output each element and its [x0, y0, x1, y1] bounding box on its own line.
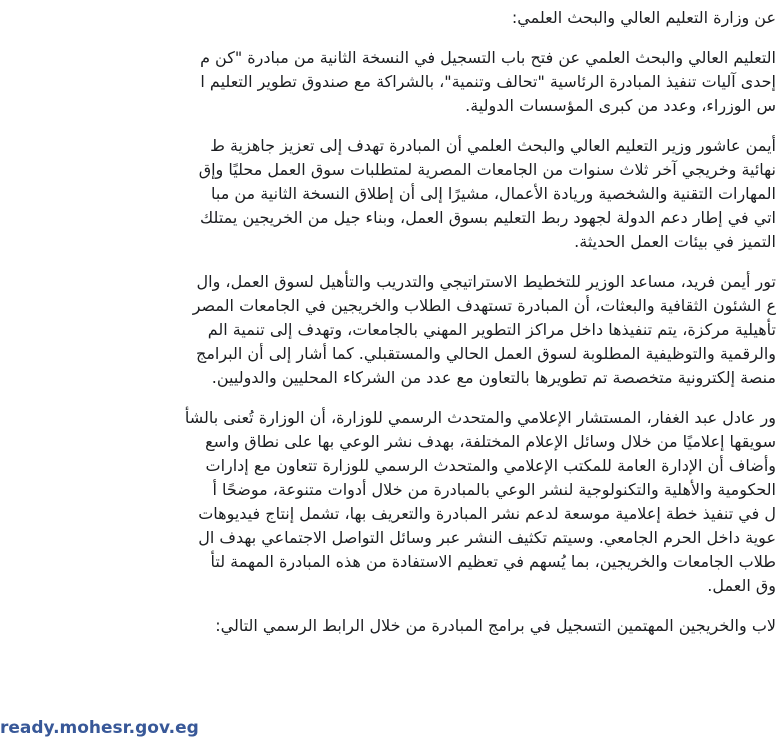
paragraph-line: تور أيمن فريد، مساعد الوزير للتخطيط الاستراتيجي والتدريب والتأهيل لسوق العمل، وال [196, 272, 776, 291]
post-body [0, 6, 776, 654]
paragraph-line: التميز في بيئات العمل الحديثة. [574, 232, 776, 251]
closing-line: لاب والخريجين المهتمين التسجيل في برامج المبادرة من خلال الرابط الرسمي التالي: [215, 616, 776, 635]
paragraph-assistant [0, 270, 776, 390]
paragraph-line: أيمن عاشور وزير التعليم العالي والبحث العلمي أن المبادرة تهدف إلى تعزيز جاهزية ط [210, 136, 776, 155]
post-intro [0, 6, 776, 30]
paragraph-line: والرقمية والتوظيفية المطلوبة لسوق العمل الحالي والمستقبلي. كما أشار إلى أن البرامج [196, 344, 776, 363]
paragraph-line: إحدى آليات تنفيذ المبادرة الرئاسية "تحالف وتنمية"، بالشراكة مع صندوق تطوير التعليم ا [200, 72, 776, 91]
paragraph-minister [0, 134, 776, 254]
paragraph-line: التعليم العالي والبحث العلمي عن فتح باب التسجيل في النسخة الثانية من مبادرة "كن م [200, 48, 776, 67]
paragraph-line: ور عادل عبد الغفار، المستشار الإعلامي والمتحدث الرسمي للوزارة، أن الوزارة تُعنى بالشأ [184, 408, 776, 427]
intro-line: عن وزارة التعليم العالي والبحث العلمي: [511, 8, 776, 27]
paragraph-line: وق العمل. [707, 576, 776, 595]
paragraph-closing [0, 614, 776, 638]
paragraph-line: سويقها إعلاميًا من خلال وسائل الإعلام المختلفة، بهدف نشر الوعي بها على نطاق واسع [205, 432, 776, 451]
paragraph-line: اتي في إطار دعم الدولة لجهود ربط التعليم بسوق العمل، وبناء جيل من الخريجين يمتلك [200, 208, 776, 227]
paragraph-line: الحكومية والأهلية والتكنولوجية لنشر الوعي بالمبادرة من خلال أدوات متنوعة، موضحًا أ [212, 480, 776, 499]
paragraph-line: س الوزراء، وعدد من كبرى المؤسسات الدولية. [465, 96, 776, 115]
registration-link[interactable]: ready.mohesr.gov.eg [0, 718, 199, 738]
paragraph-registration [0, 46, 776, 118]
paragraph-line: ع الشئون الثقافية والبعثات، أن المبادرة تستهدف الطلاب والخريجين في الجامعات المصر [192, 296, 776, 315]
paragraph-spokesman [0, 406, 776, 598]
paragraph-line: نهائية وخريجي آخر ثلاث سنوات من الجامعات المصرية لمتطلبات سوق العمل محليًا وإق [198, 160, 776, 179]
paragraph-line: ل في تنفيذ خطة إعلامية موسعة لدعم نشر المبادرة والتعريف بها، تشمل إنتاج فيديوهات [198, 504, 776, 523]
paragraph-line: منصة إلكترونية متخصصة تم تطويرها بالتعاون مع عدد من الشركاء المحليين والدوليين. [211, 368, 776, 387]
paragraph-line: تأهيلية مركزة، يتم تنفيذها داخل مراكز التطوير المهني بالجامعات، وتهدف إلى تنمية الم [207, 320, 776, 339]
paragraph-line: طلاب الجامعات والخريجين، بما يُسهم في تعظيم الاستفادة من هذه المبادرة المهمة لتأ [210, 552, 776, 571]
paragraph-line: عوية داخل الحرم الجامعي. وسيتم تكثيف النشر عبر وسائل التواصل الاجتماعي بهدف ال [198, 528, 776, 547]
paragraph-line: المهارات التقنية والشخصية وريادة الأعمال، مشيرًا إلى أن إطلاق النسخة الثانية من مبا [211, 184, 776, 203]
paragraph-line: وأضاف أن الإدارة العامة للمكتب الإعلامي والمتحدث الرسمي للوزارة تتعاون مع إدارات [205, 456, 776, 475]
